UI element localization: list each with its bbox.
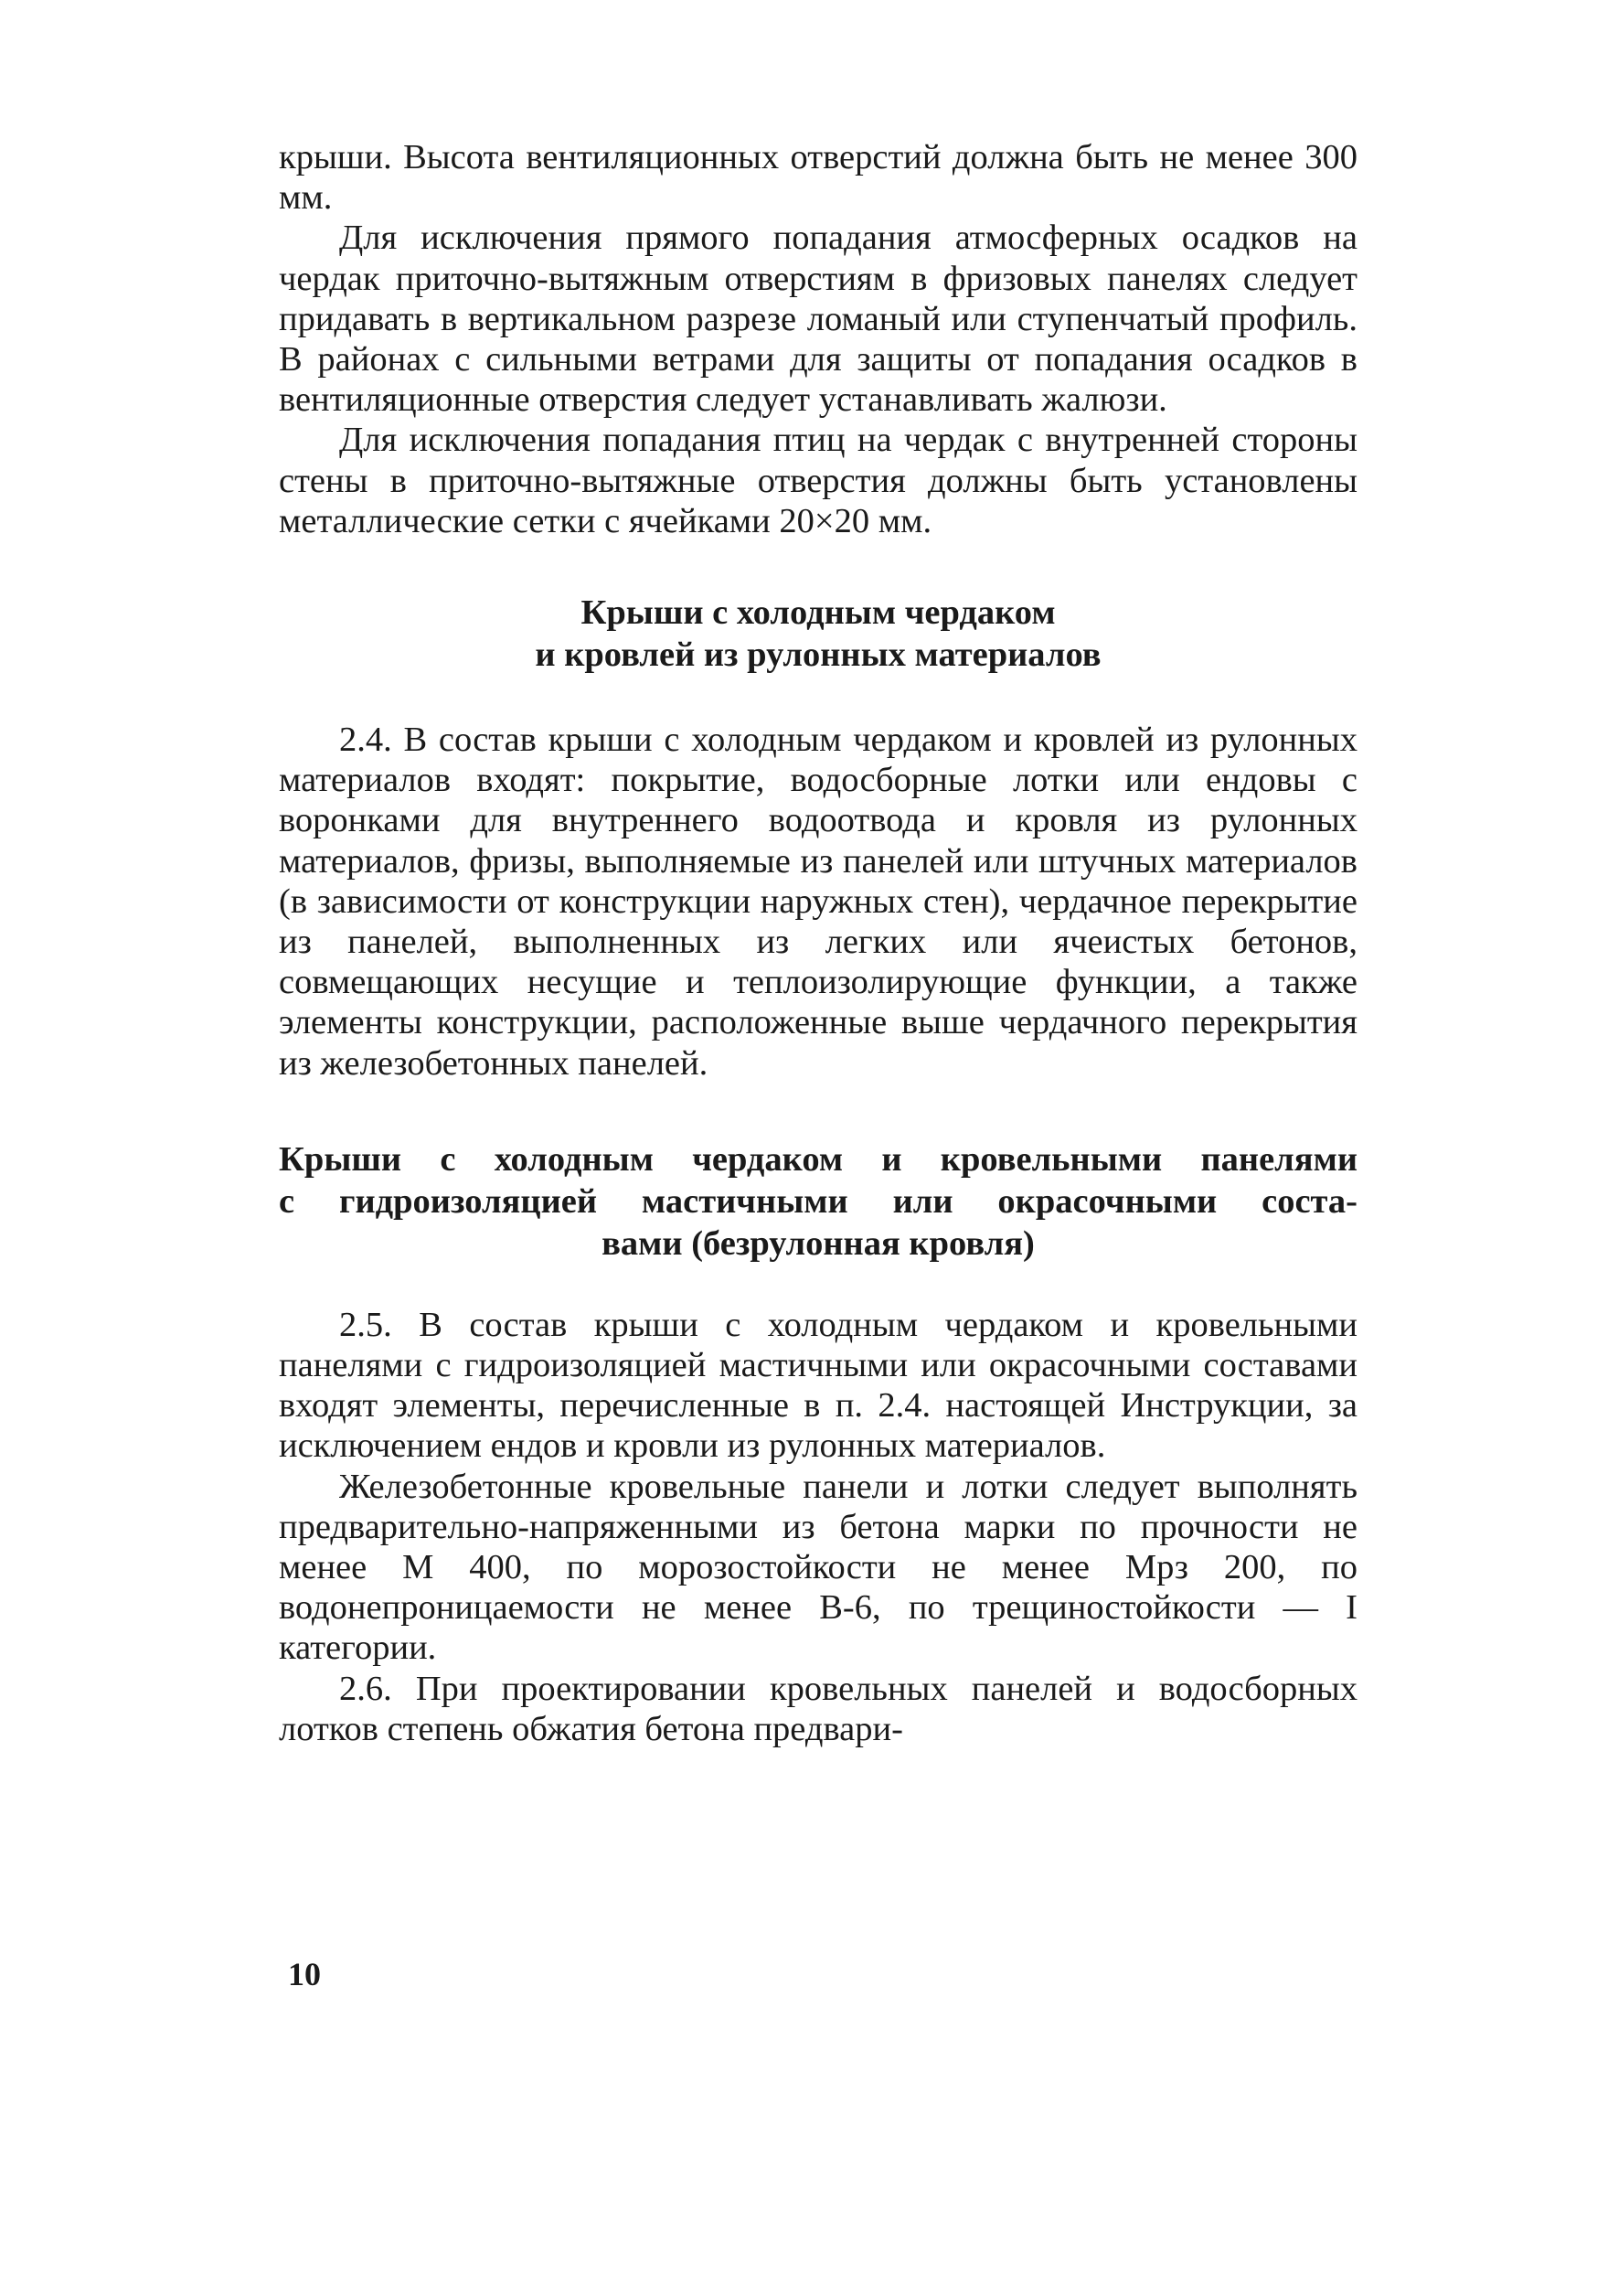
heading-line: вами (безрулонная кровля): [602, 1223, 1035, 1263]
paragraph-2-6: 2.6. При проектировании кровельных панелей и водосборных лотков степень обжатия бетона предвари-: [279, 1669, 1357, 1748]
heading-line: Крыши с холодным чердаком: [580, 593, 1056, 633]
heading-line: с гидроизоляцией мастичными или окрасочными соста-: [279, 1181, 1357, 1221]
paragraph-precipitation: Для исключения прямого попадания атмосферных осадков на чердак приточно-вытяжным отверстиям в фризовых панелях следует придавать в вертикальном разрезе ломаный или ступенчатый профиль. В районах с сильными ветрами для защиты от попадания осадков в вентиляционные отверстия следует устанавливать жалюзи.: [279, 219, 1357, 420]
section-heading-rolled-roofing: [279, 592, 1357, 676]
paragraph-continuation: крыши. Высота вентиляционных отверстий должна быть не менее 300 мм.: [279, 138, 1357, 218]
paragraph-2-4: 2.4. В состав крыши с холодным чердаком и кровлей из рулонных материалов входят: покрытие, водосборные лотки или ендовы с воронками для внутреннего водоотвода и кровля из рулонных материалов, фризы, выполняемые из панелей или штучных материалов (в зависимости от конструкции наружных стен), чердачное перекрытие из панелей, выполненных из легких или ячеистых бетонов, совмещающих несущие и теплоизолирующие функции, а также элементы конструкции, расположенные выше чердачного перекрытия из железобетонных панелей.: [279, 721, 1357, 1083]
page-number: 10: [288, 1956, 321, 1992]
heading-line: и кровлей из рулонных материалов: [535, 635, 1102, 675]
heading-line: Крыши с холодным чердаком и кровельными панелями: [279, 1139, 1357, 1179]
paragraph-2-5: 2.5. В состав крыши с холодным чердаком и кровельными панелями с гидроизоляцией мастичными или окрасочными составами входят элементы, перечисленные в п. 2.4. настоящей Инструкции, за исключением ендов и кровли из рулонных материалов.: [279, 1305, 1357, 1466]
section-heading-rollless-roofing: [279, 1138, 1357, 1265]
paragraph-birds: Для исключения попадания птиц на чердак с внутренней стороны стены в приточно-вытяжные отверстия должны быть установлены металлические сетки с ячейками 20×20 мм.: [279, 421, 1357, 540]
document-page: [279, 137, 1357, 1749]
paragraph-concrete-panels: Железобетонные кровельные панели и лотки следует выполнять предварительно-напряженными из бетона марки по прочности не менее М 400, по морозостойкости не менее Мрз 200, по водонепроницаемости не менее В-6, по трещиностойкости — I категории.: [279, 1467, 1357, 1668]
